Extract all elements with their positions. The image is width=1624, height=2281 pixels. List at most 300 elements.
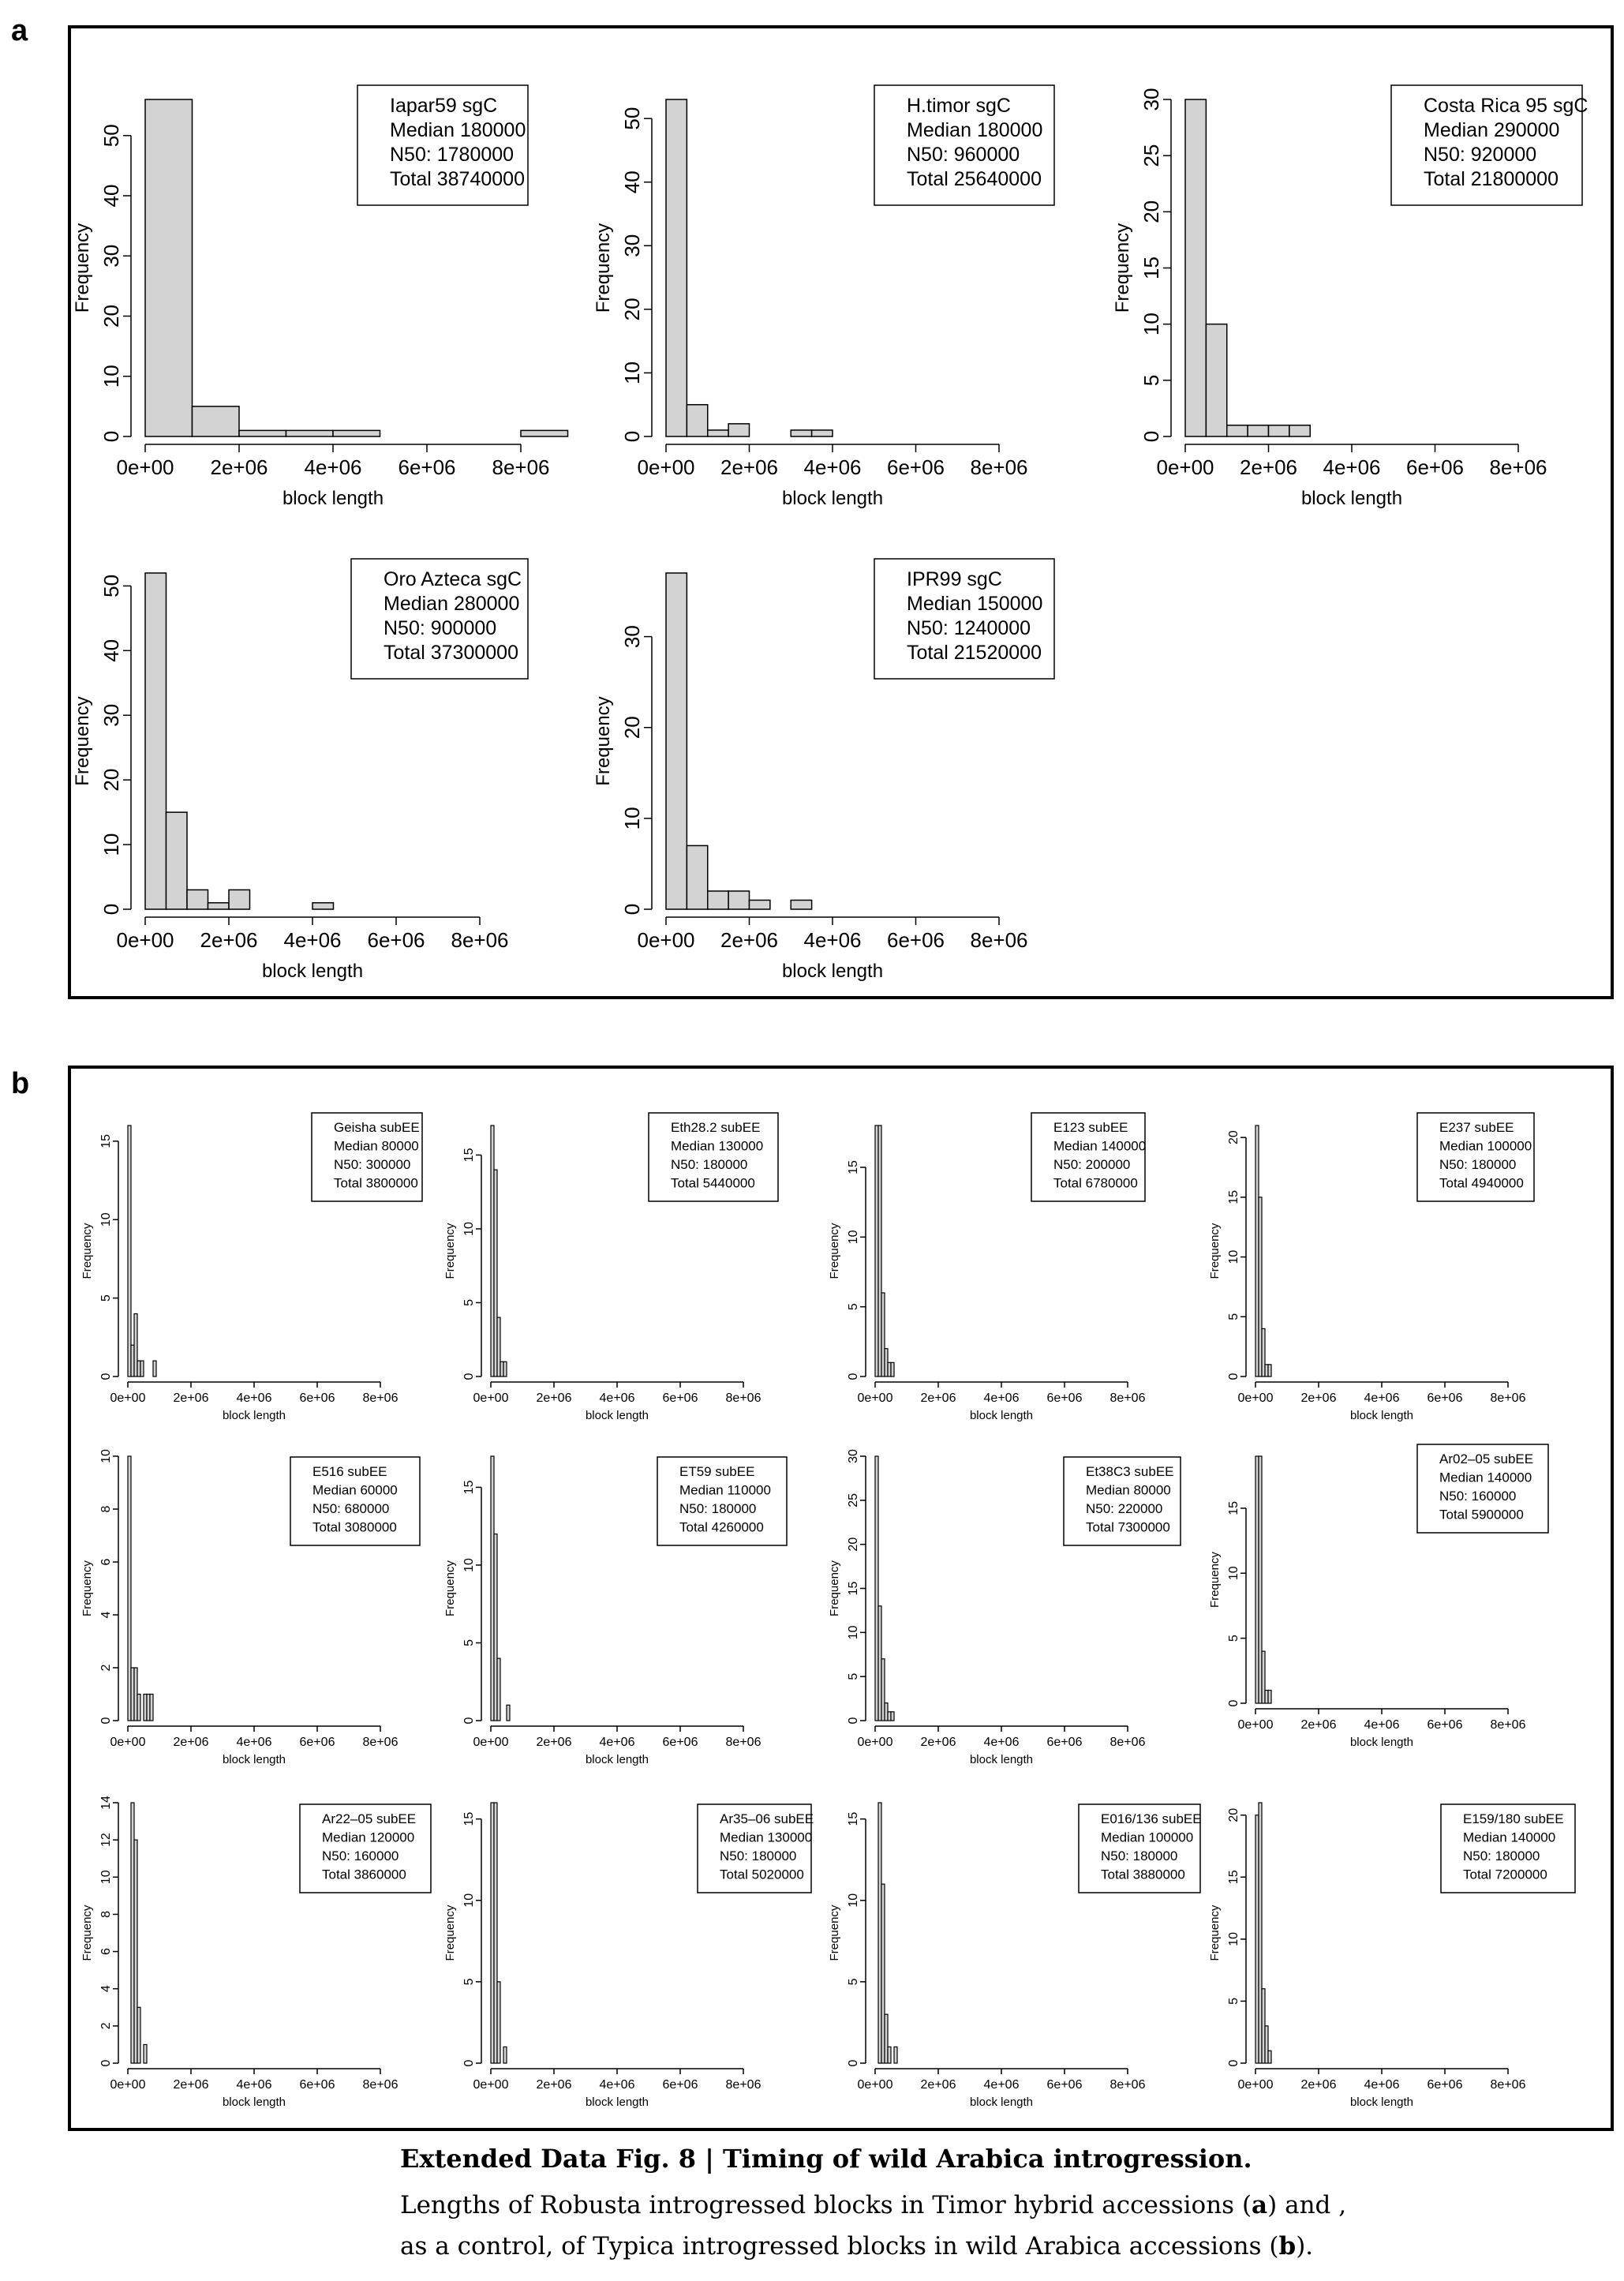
b-chart-7-y-axis-label: Frequency — [1208, 1552, 1222, 1608]
b-chart-4-x-tick-label-3: 6e+06 — [299, 1736, 335, 1749]
b-chart-8-y-axis-label: Frequency — [80, 1905, 94, 1961]
a-chart-0-y-tick-label-4: 40 — [99, 184, 123, 208]
b-chart-0-y-tick-label-2: 10 — [99, 1212, 113, 1227]
b-chart-10-x-tick-label-4: 8e+06 — [1109, 2078, 1146, 2092]
a-chart-4-bar-3 — [728, 891, 749, 909]
b-chart-11-x-tick-label-3: 6e+06 — [1427, 2078, 1463, 2092]
b-chart-9-x-tick-label-1: 2e+06 — [536, 2078, 572, 2092]
b-chart-5-legend-line-1: Median 110000 — [679, 1482, 771, 1498]
b-chart-1-x-tick-label-3: 6e+06 — [662, 1391, 698, 1405]
b-chart-2-legend-line-0: E123 subEE — [1053, 1120, 1128, 1135]
b-chart-4-bar-2 — [134, 1668, 137, 1721]
b-chart-10-legend-line-0: E016/136 subEE — [1101, 1811, 1202, 1826]
a-chart-1-bar-0 — [666, 99, 687, 436]
a-chart-0-legend-line-2: N50: 1780000 — [390, 144, 515, 166]
a-chart-2-y-tick-label-1: 5 — [1139, 374, 1163, 387]
b-chart-1-y-tick-label-2: 10 — [462, 1222, 476, 1236]
b-chart-5-y-tick-label-3: 15 — [462, 1480, 476, 1495]
a-chart-0-legend-line-1: Median 180000 — [390, 119, 526, 141]
b-chart-6-y-tick-label-1: 5 — [847, 1672, 860, 1680]
a-chart-2-legend-line-1: Median 290000 — [1424, 119, 1560, 141]
b-chart-10-legend-line-2: N50: 180000 — [1101, 1848, 1178, 1863]
a-chart-2-bar-1 — [1206, 324, 1226, 436]
b-chart-0-x-tick-label-0: 0e+00 — [110, 1391, 146, 1405]
b-chart-3-x-tick-label-4: 8e+06 — [1490, 1391, 1526, 1405]
a-chart-3-y-tick-label-2: 20 — [99, 768, 123, 792]
b-chart-3-legend-line-3: Total 4940000 — [1439, 1175, 1524, 1191]
a-chart-3-bar-1 — [167, 812, 188, 909]
b-chart-6-y-tick-label-5: 25 — [847, 1493, 860, 1508]
b-chart-9-x-tick-label-4: 8e+06 — [725, 2078, 761, 2092]
b-chart-0-bar-0 — [128, 1126, 131, 1376]
a-chart-1-y-tick-label-2: 20 — [620, 298, 644, 321]
b-chart-1-legend-line-0: Eth28.2 subEE — [671, 1120, 761, 1135]
a-chart-1-bar-6 — [791, 430, 811, 436]
a-chart-0-y-tick-label-5: 50 — [99, 124, 123, 148]
b-chart-4-y-tick-label-2: 4 — [99, 1611, 113, 1619]
a-chart-0-bar-2 — [239, 430, 286, 436]
b-chart-10-bar-6 — [894, 2047, 897, 2063]
b-chart-8-x-tick-label-3: 6e+06 — [299, 2078, 335, 2092]
a-chart-2-y-tick-label-3: 15 — [1139, 257, 1163, 279]
b-chart-10-x-tick-label-2: 4e+06 — [983, 2078, 1020, 2092]
b-chart-9-y-tick-label-2: 10 — [462, 1893, 476, 1908]
a-chart-4-x-tick-label-2: 4e+06 — [803, 928, 862, 952]
b-chart-0-x-tick-label-3: 6e+06 — [299, 1391, 335, 1405]
a-chart-3-bar-8 — [312, 903, 334, 909]
a-chart-1-y-axis-label: Frequency — [593, 223, 614, 313]
a-chart-2-y-tick-label-4: 20 — [1139, 200, 1163, 223]
b-chart-3-legend-line-1: Median 100000 — [1439, 1138, 1532, 1154]
a-chart-3-x-axis-label: block length — [261, 961, 364, 982]
a-chart-1-x-tick-label-1: 2e+06 — [720, 455, 779, 479]
b-chart-2-legend-line-1: Median 140000 — [1053, 1138, 1147, 1154]
a-chart-2-x-tick-label-2: 4e+06 — [1323, 455, 1381, 479]
a-chart-1-legend-line-2: N50: 960000 — [907, 144, 1020, 166]
a-chart-4-y-tick-label-2: 20 — [620, 716, 644, 740]
b-chart-5-x-tick-label-2: 4e+06 — [599, 1736, 635, 1749]
b-chart-6-y-tick-label-3: 15 — [847, 1581, 860, 1596]
b-chart-7-x-tick-label-3: 6e+06 — [1427, 1718, 1463, 1732]
b-chart-11-legend-line-1: Median 140000 — [1463, 1830, 1556, 1845]
b-chart-9-y-tick-label-3: 15 — [462, 1811, 476, 1826]
b-chart-11-y-axis-label: Frequency — [1208, 1905, 1222, 1961]
b-chart-11-y-tick-label-3: 15 — [1227, 1870, 1240, 1885]
b-chart-4-x-tick-label-1: 2e+06 — [173, 1736, 209, 1749]
a-chart-2-legend-line-0: Costa Rica 95 sgC — [1424, 95, 1588, 117]
b-chart-8-x-axis-label: block length — [222, 2096, 286, 2109]
b-chart-4-x-tick-label-2: 4e+06 — [236, 1736, 272, 1749]
b-chart-8-legend-line-2: N50: 160000 — [322, 1848, 399, 1863]
a-chart-0-bar-4 — [333, 430, 380, 436]
a-chart-0-bar-1 — [193, 406, 240, 436]
b-chart-3-y-tick-label-1: 5 — [1227, 1313, 1240, 1320]
b-chart-0-y-axis-label: Frequency — [80, 1223, 94, 1279]
b-chart-6-legend-line-0: Et38C3 subEE — [1086, 1464, 1174, 1479]
b-chart-3-legend-line-0: E237 subEE — [1439, 1120, 1514, 1135]
b-chart-4-y-tick-label-1: 2 — [99, 1664, 113, 1672]
b-chart-9-bar-2 — [497, 1982, 500, 2063]
b-chart-8-x-tick-label-2: 4e+06 — [236, 2078, 272, 2092]
b-chart-6-y-axis-label: Frequency — [828, 1560, 841, 1616]
b-chart-4-x-tick-label-4: 8e+06 — [362, 1736, 399, 1749]
a-chart-0-y-tick-label-2: 20 — [99, 305, 123, 328]
b-chart-0-x-tick-label-1: 2e+06 — [173, 1391, 209, 1405]
a-chart-3-x-tick-label-2: 4e+06 — [283, 928, 342, 952]
b-chart-6-x-tick-label-4: 8e+06 — [1109, 1736, 1146, 1749]
a-chart-2-y-tick-label-0: 0 — [1139, 430, 1163, 443]
a-chart-4-legend-line-2: N50: 1240000 — [907, 617, 1031, 639]
b-chart-10-bar-4 — [888, 2047, 891, 2063]
b-chart-8-y-tick-label-5: 10 — [99, 1870, 113, 1885]
b-chart-2-bar-5 — [891, 1362, 894, 1376]
b-chart-0-x-tick-label-4: 8e+06 — [362, 1391, 399, 1405]
a-chart-4-legend-line-1: Median 150000 — [907, 593, 1043, 615]
b-chart-8-bar-5 — [144, 2044, 147, 2063]
b-chart-11-y-tick-label-0: 0 — [1227, 2059, 1240, 2067]
b-chart-8-bar-3 — [137, 2007, 140, 2063]
b-chart-0-bar-3 — [137, 1361, 140, 1376]
b-chart-3-y-axis-label: Frequency — [1208, 1223, 1222, 1279]
b-chart-6-bar-5 — [891, 1712, 894, 1721]
b-chart-2-x-tick-label-1: 2e+06 — [920, 1391, 956, 1405]
b-chart-7-x-tick-label-4: 8e+06 — [1490, 1718, 1526, 1732]
a-chart-4-y-axis-label: Frequency — [593, 696, 614, 786]
b-chart-11-x-tick-label-0: 0e+00 — [1237, 2078, 1274, 2092]
b-chart-11-y-tick-label-1: 5 — [1227, 1997, 1240, 2005]
b-chart-11-legend-line-2: N50: 180000 — [1463, 1848, 1540, 1863]
b-chart-1-bar-4 — [503, 1361, 507, 1376]
b-chart-10-x-axis-label: block length — [969, 2096, 1034, 2109]
b-chart-8-legend-line-3: Total 3860000 — [322, 1867, 406, 1882]
b-chart-9-legend-line-2: N50: 180000 — [720, 1848, 797, 1863]
b-chart-9-legend-line-1: Median 130000 — [720, 1830, 813, 1845]
b-chart-3-x-tick-label-1: 2e+06 — [1300, 1391, 1337, 1405]
a-chart-0-y-tick-label-0: 0 — [99, 430, 123, 443]
a-chart-0-x-axis-label: block length — [282, 488, 384, 509]
b-chart-8-y-tick-label-0: 0 — [99, 2059, 113, 2067]
b-chart-4-bar-0 — [128, 1456, 131, 1721]
b-chart-4-legend-line-1: Median 60000 — [312, 1482, 398, 1498]
b-chart-4-bar-1 — [131, 1668, 134, 1721]
b-chart-11-x-axis-label: block length — [1349, 2096, 1414, 2109]
b-chart-4-bar-6 — [147, 1695, 150, 1721]
b-chart-2-x-axis-label: block length — [969, 1409, 1034, 1422]
b-chart-8-bar-1 — [131, 1803, 134, 2063]
b-chart-6-y-tick-label-4: 20 — [847, 1537, 860, 1552]
b-chart-2-legend-line-3: Total 6780000 — [1053, 1175, 1138, 1191]
b-chart-9-legend-line-3: Total 5020000 — [720, 1867, 804, 1882]
b-chart-1-y-tick-label-0: 0 — [462, 1373, 476, 1380]
b-chart-8-legend-line-1: Median 120000 — [322, 1830, 415, 1845]
b-chart-0-bar-8 — [153, 1361, 156, 1376]
a-chart-2-y-tick-label-6: 30 — [1139, 88, 1163, 111]
a-chart-4-bar-2 — [708, 891, 728, 909]
a-chart-0-y-axis-label: Frequency — [72, 223, 93, 313]
b-chart-3-legend-line-2: N50: 180000 — [1439, 1157, 1517, 1172]
a-chart-4-x-axis-label: block length — [781, 961, 884, 982]
a-chart-0-y-tick-label-1: 10 — [99, 365, 123, 388]
b-chart-1-x-tick-label-0: 0e+00 — [473, 1391, 509, 1405]
b-chart-9-x-tick-label-2: 4e+06 — [599, 2078, 635, 2092]
b-chart-11-bar-4 — [1268, 2051, 1271, 2063]
b-chart-5-bar-5 — [507, 1705, 510, 1721]
b-chart-4-legend-line-3: Total 3080000 — [312, 1519, 397, 1535]
b-chart-4-legend-line-2: N50: 680000 — [312, 1501, 390, 1516]
a-chart-3-y-tick-label-4: 40 — [99, 639, 123, 662]
b-chart-6-x-tick-label-1: 2e+06 — [920, 1736, 956, 1749]
b-chart-4-y-tick-label-3: 6 — [99, 1558, 113, 1566]
b-chart-5-y-tick-label-1: 5 — [462, 1639, 476, 1646]
b-chart-3-x-tick-label-0: 0e+00 — [1237, 1391, 1274, 1405]
b-chart-9-y-axis-label: Frequency — [443, 1905, 457, 1961]
a-chart-3-bar-4 — [229, 890, 250, 909]
a-chart-4-x-tick-label-0: 0e+00 — [637, 928, 695, 952]
b-chart-1-y-tick-label-1: 5 — [462, 1299, 476, 1306]
b-chart-0-x-axis-label: block length — [222, 1409, 286, 1422]
b-chart-9-x-tick-label-3: 6e+06 — [662, 2078, 698, 2092]
a-chart-3-bar-2 — [187, 890, 208, 909]
a-chart-2-bar-3 — [1248, 425, 1268, 436]
b-chart-1-x-tick-label-4: 8e+06 — [725, 1391, 761, 1405]
b-chart-0-legend-line-0: Geisha subEE — [334, 1120, 420, 1135]
b-chart-9-legend-line-0: Ar35–06 subEE — [720, 1811, 814, 1826]
b-chart-3-bar-4 — [1268, 1365, 1271, 1376]
b-chart-10-y-tick-label-2: 10 — [847, 1893, 860, 1908]
b-chart-10-y-axis-label: Frequency — [828, 1905, 841, 1961]
b-chart-6-x-tick-label-3: 6e+06 — [1046, 1736, 1083, 1749]
b-chart-3-x-tick-label-2: 4e+06 — [1364, 1391, 1400, 1405]
b-chart-0-y-tick-label-3: 15 — [99, 1133, 113, 1148]
b-chart-6-x-tick-label-0: 0e+00 — [857, 1736, 893, 1749]
b-chart-2-y-tick-label-2: 10 — [847, 1230, 860, 1245]
b-chart-3-y-tick-label-4: 20 — [1227, 1130, 1240, 1145]
a-chart-1-bar-2 — [708, 430, 728, 436]
a-chart-3-x-tick-label-4: 8e+06 — [451, 928, 509, 952]
b-chart-6-y-tick-label-6: 30 — [847, 1449, 860, 1463]
b-chart-0-legend-line-1: Median 80000 — [334, 1138, 419, 1154]
a-chart-0-bar-8 — [521, 430, 568, 436]
b-chart-10-x-tick-label-1: 2e+06 — [920, 2078, 956, 2092]
figure-caption — [400, 2144, 1426, 2267]
a-chart-1-y-tick-label-3: 30 — [620, 234, 644, 257]
b-chart-4-bar-3 — [137, 1695, 140, 1721]
b-chart-10-y-tick-label-3: 15 — [847, 1811, 860, 1826]
a-chart-0-x-tick-label-3: 6e+06 — [398, 455, 456, 479]
b-chart-10-legend-line-3: Total 3880000 — [1101, 1867, 1185, 1882]
b-chart-6-legend-line-1: Median 80000 — [1086, 1482, 1171, 1498]
b-chart-3-x-tick-label-3: 6e+06 — [1427, 1391, 1463, 1405]
a-chart-1-x-tick-label-2: 4e+06 — [803, 455, 862, 479]
b-chart-7-x-tick-label-1: 2e+06 — [1300, 1718, 1337, 1732]
b-chart-5-x-tick-label-0: 0e+00 — [473, 1736, 509, 1749]
a-chart-4-bar-4 — [750, 900, 770, 909]
b-chart-6-x-axis-label: block length — [969, 1753, 1034, 1766]
b-chart-11-x-tick-label-1: 2e+06 — [1300, 2078, 1337, 2092]
a-chart-4-bar-0 — [666, 573, 687, 909]
a-chart-0-x-tick-label-0: 0e+00 — [116, 455, 174, 479]
a-chart-2-y-tick-label-2: 10 — [1139, 313, 1163, 336]
b-chart-11-x-tick-label-4: 8e+06 — [1490, 2078, 1526, 2092]
b-chart-2-legend-line-2: N50: 200000 — [1053, 1157, 1131, 1172]
b-chart-7-x-axis-label: block length — [1349, 1736, 1414, 1749]
a-chart-3-y-tick-label-1: 10 — [99, 833, 123, 856]
a-chart-0-bar-3 — [286, 430, 334, 436]
a-chart-2-x-tick-label-0: 0e+00 — [1156, 455, 1214, 479]
b-chart-7-legend-line-2: N50: 160000 — [1439, 1489, 1517, 1504]
b-chart-5-legend-line-2: N50: 180000 — [679, 1501, 757, 1516]
a-chart-2-y-tick-label-5: 25 — [1139, 144, 1163, 167]
b-chart-11-y-tick-label-2: 10 — [1227, 1931, 1240, 1946]
a-chart-1-y-tick-label-0: 0 — [620, 430, 644, 443]
a-chart-3-x-tick-label-0: 0e+00 — [116, 928, 174, 952]
a-chart-3-legend-line-1: Median 280000 — [384, 593, 520, 615]
a-chart-4-legend-line-3: Total 21520000 — [907, 642, 1042, 664]
b-chart-6-y-tick-label-0: 0 — [847, 1717, 860, 1725]
b-chart-1-legend-line-1: Median 130000 — [671, 1138, 764, 1154]
a-chart-3-y-tick-label-0: 0 — [99, 903, 123, 916]
b-chart-9-y-tick-label-0: 0 — [462, 2059, 476, 2067]
b-chart-9-y-tick-label-1: 5 — [462, 1978, 476, 1986]
a-chart-3-bar-3 — [208, 903, 230, 909]
b-chart-5-bar-2 — [497, 1658, 500, 1721]
a-chart-1-bar-3 — [728, 424, 749, 436]
b-chart-9-x-axis-label: block length — [585, 2096, 649, 2109]
b-chart-7-y-tick-label-0: 0 — [1227, 1699, 1240, 1707]
b-chart-7-y-tick-label-3: 15 — [1227, 1500, 1240, 1515]
b-chart-7-y-tick-label-2: 10 — [1227, 1566, 1240, 1581]
a-chart-4-y-tick-label-1: 10 — [620, 807, 644, 830]
a-chart-0-y-tick-label-3: 30 — [99, 244, 123, 268]
b-chart-5-x-tick-label-1: 2e+06 — [536, 1736, 572, 1749]
b-chart-5-y-tick-label-2: 10 — [462, 1558, 476, 1572]
b-chart-1-legend-line-2: N50: 180000 — [671, 1157, 748, 1172]
b-chart-7-x-tick-label-0: 0e+00 — [1237, 1718, 1274, 1732]
b-chart-0-y-tick-label-0: 0 — [99, 1373, 113, 1380]
b-chart-4-bar-7 — [150, 1695, 153, 1721]
a-chart-2-bar-2 — [1227, 425, 1248, 436]
b-chart-2-x-tick-label-2: 4e+06 — [983, 1391, 1020, 1405]
b-chart-11-x-tick-label-2: 4e+06 — [1364, 2078, 1400, 2092]
b-chart-3-y-tick-label-3: 15 — [1227, 1189, 1240, 1204]
b-chart-6-legend-line-2: N50: 220000 — [1086, 1501, 1163, 1516]
a-chart-0-x-tick-label-4: 8e+06 — [492, 455, 550, 479]
a-chart-3-legend-line-2: N50: 900000 — [384, 617, 497, 639]
a-chart-0-x-tick-label-1: 2e+06 — [210, 455, 268, 479]
caption-line-2: as a control, of Typica introgressed blocks in wild Arabica accessions (b). — [400, 2232, 1314, 2260]
b-chart-1-x-tick-label-2: 4e+06 — [599, 1391, 635, 1405]
a-chart-4-y-tick-label-0: 0 — [620, 903, 644, 916]
b-chart-10-y-tick-label-1: 5 — [847, 1978, 860, 1986]
a-chart-1-bar-1 — [687, 405, 707, 436]
b-chart-5-x-tick-label-4: 8e+06 — [725, 1736, 761, 1749]
b-chart-6-x-tick-label-2: 4e+06 — [983, 1736, 1020, 1749]
b-chart-11-legend-line-0: E159/180 subEE — [1463, 1811, 1564, 1826]
a-chart-2-bar-4 — [1269, 425, 1289, 436]
a-chart-0-bar-0 — [145, 99, 193, 436]
a-chart-4-x-tick-label-1: 2e+06 — [720, 928, 779, 952]
b-chart-4-y-tick-label-4: 8 — [99, 1505, 113, 1513]
b-chart-5-y-tick-label-0: 0 — [462, 1717, 476, 1725]
b-chart-2-y-tick-label-0: 0 — [847, 1373, 860, 1380]
b-chart-0-bar-2 — [134, 1314, 137, 1377]
a-chart-0-legend-line-3: Total 38740000 — [390, 168, 525, 190]
b-chart-2-x-tick-label-0: 0e+00 — [857, 1391, 893, 1405]
a-chart-2-bar-0 — [1185, 99, 1206, 436]
b-chart-3-y-tick-label-0: 0 — [1227, 1373, 1240, 1380]
a-chart-2-x-tick-label-3: 6e+06 — [1405, 455, 1465, 479]
a-chart-4-x-tick-label-4: 8e+06 — [970, 928, 1028, 952]
a-chart-1-legend-line-3: Total 25640000 — [907, 168, 1042, 190]
b-chart-9-x-tick-label-0: 0e+00 — [473, 2078, 509, 2092]
a-chart-2-x-axis-label: block length — [1300, 488, 1403, 509]
a-chart-1-legend-line-0: H.timor sgC — [907, 95, 1011, 117]
b-chart-8-y-tick-label-2: 4 — [99, 1985, 113, 1993]
a-chart-1-y-tick-label-1: 10 — [620, 361, 644, 384]
b-chart-7-legend-line-0: Ar02–05 subEE — [1439, 1451, 1534, 1466]
b-chart-7-y-tick-label-1: 5 — [1227, 1635, 1240, 1642]
a-chart-3-y-tick-label-3: 30 — [99, 703, 123, 727]
b-chart-3-x-axis-label: block length — [1349, 1409, 1414, 1422]
b-chart-9-bar-4 — [503, 2047, 507, 2063]
a-chart-4-x-tick-label-3: 6e+06 — [886, 928, 945, 952]
b-chart-7-x-tick-label-2: 4e+06 — [1364, 1718, 1400, 1732]
b-chart-10-y-tick-label-0: 0 — [847, 2059, 860, 2067]
b-chart-1-legend-line-3: Total 5440000 — [671, 1175, 755, 1191]
b-chart-4-y-axis-label: Frequency — [80, 1560, 94, 1616]
panel-label-a: a — [11, 14, 28, 47]
a-chart-1-x-tick-label-0: 0e+00 — [637, 455, 695, 479]
a-chart-3-x-tick-label-3: 6e+06 — [367, 928, 425, 952]
b-chart-5-x-axis-label: block length — [585, 1753, 649, 1766]
b-chart-4-bar-5 — [144, 1695, 147, 1721]
b-chart-0-x-tick-label-2: 4e+06 — [236, 1391, 272, 1405]
a-chart-4-y-tick-label-3: 30 — [620, 625, 644, 649]
b-chart-8-y-tick-label-4: 8 — [99, 1910, 113, 1918]
b-chart-10-x-tick-label-3: 6e+06 — [1046, 2078, 1083, 2092]
a-chart-2-legend-line-3: Total 21800000 — [1424, 168, 1559, 190]
b-chart-5-legend-line-0: ET59 subEE — [679, 1464, 755, 1479]
b-chart-8-bar-2 — [134, 1840, 137, 2063]
a-chart-3-legend-line-0: Oro Azteca sgC — [384, 568, 522, 590]
b-chart-8-y-tick-label-6: 12 — [99, 1833, 113, 1848]
b-chart-6-legend-line-3: Total 7300000 — [1086, 1519, 1170, 1535]
a-chart-3-legend-line-3: Total 37300000 — [384, 642, 518, 664]
a-chart-2-bar-5 — [1289, 425, 1310, 436]
b-chart-4-x-tick-label-0: 0e+00 — [110, 1736, 146, 1749]
panel-label-b: b — [11, 1067, 30, 1100]
a-chart-1-x-tick-label-4: 8e+06 — [970, 455, 1028, 479]
b-chart-8-x-tick-label-4: 8e+06 — [362, 2078, 399, 2092]
b-chart-8-x-tick-label-0: 0e+00 — [110, 2078, 146, 2092]
b-chart-4-legend-line-0: E516 subEE — [312, 1464, 387, 1479]
a-chart-2-legend-line-2: N50: 920000 — [1424, 144, 1537, 166]
b-chart-0-legend-line-2: N50: 300000 — [334, 1157, 411, 1172]
b-chart-2-y-axis-label: Frequency — [828, 1223, 841, 1279]
a-chart-1-y-tick-label-4: 40 — [620, 170, 644, 194]
b-chart-2-y-tick-label-1: 5 — [847, 1303, 860, 1311]
b-chart-1-x-axis-label: block length — [585, 1409, 649, 1422]
a-chart-1-bar-7 — [812, 430, 833, 436]
b-chart-8-y-tick-label-3: 6 — [99, 1948, 113, 1956]
b-chart-8-legend-line-0: Ar22–05 subEE — [322, 1811, 417, 1826]
b-chart-7-legend-line-1: Median 140000 — [1439, 1470, 1532, 1485]
b-chart-8-y-tick-label-1: 2 — [99, 2022, 113, 2030]
b-chart-7-bar-4 — [1268, 1691, 1271, 1703]
b-chart-0-bar-4 — [140, 1361, 144, 1376]
b-chart-8-y-tick-label-7: 14 — [99, 1796, 113, 1810]
b-chart-7-legend-line-3: Total 5900000 — [1439, 1507, 1524, 1523]
